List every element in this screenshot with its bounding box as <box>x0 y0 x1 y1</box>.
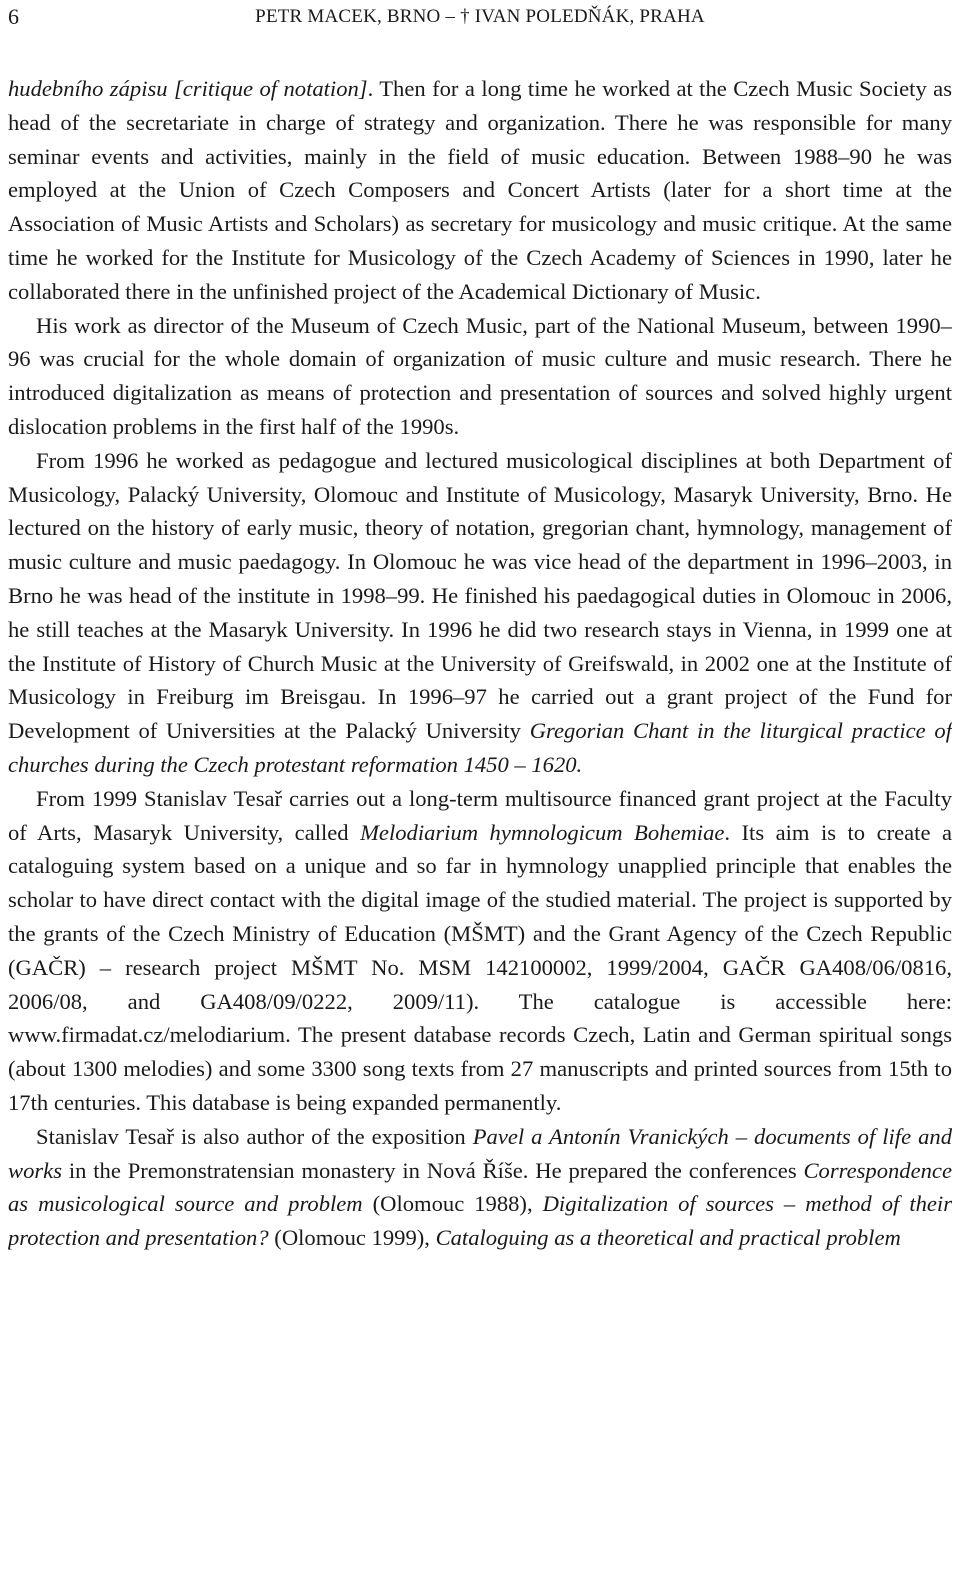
text-run: (Olomouc 1988), <box>362 1191 543 1217</box>
text-run: . Its aim is to create a cataloguing system based on a unique and so far in hymnology unapplied principle that enables the scholar to have direct contact with the digital image of the studied material. The project is supported by the grants of the Czech Ministry of Education (MŠMT) and the Grant Agency of the Czech Republic (GAČR) – research project MŠMT No. MSM 142100002, 1999/2004, GAČR GA408/06/0816, 2006/08, and GA408/09/0222, 2009/11). The catalogue is accessible here: www.firmadat.cz/melodiarium. The present database records Czech, Latin and German spiritual songs (about 1300 melodies) and some 3300 song texts from 27 manuscripts and printed sources from 15th to 17th centuries. This database is being expanded permanently. <box>8 819 952 1115</box>
running-header <box>8 2 952 36</box>
italic-text-run: Gregorian Chant in the liturgical practice of churches during the Czech protestant reformation 1450 – 1620. <box>8 718 952 777</box>
text-run: From 1996 he worked as pedagogue and lectured musicological disciplines at both Department of Musicology, Palacký University, Olomouc and Institute of Musicology, Masaryk University, Brno. He lectured on the history of early music, theory of notation, gregorian chant, hymnology, management of music culture and music paedagogy. In Olomouc he was vice head of the department in 1996–2003, in Brno he was head of the institute in 1998–99. He finished his paedagogical duties in Olomouc in 2006, he still teaches at the Masaryk University. In 1996 he did two research stays in Vienna, in 1999 one at the Institute of History of Church Music at the University of Greifswald, in 2002 one at the Institute of Musicology in Freiburg im Breisgau. In 1996–97 he carried out a grant project of the Fund for Development of Universities at the Palacký University <box>8 447 952 744</box>
paragraph <box>8 782 952 1120</box>
text-run: . Then for a long time he worked at the Czech Music Society as head of the secretariate in charge of strategy and organization. There he was responsible for many seminar events and activities, mainly in the field of music education. Between 1988–90 he was employed at the Union of Czech Composers and Concert Artists (later for a short time at the Association of Music Artists and Scholars) as secretary for musicology and music critique. At the same time he worked for the Institute for Musicology of the Czech Academy of Sciences in 1990, later he collaborated there in the unfinished project of the Academical Dictionary of Music. <box>8 76 952 304</box>
italic-text-run: Digitalization of sources – method of their protection and presentation? <box>8 1191 952 1251</box>
text-run: Stanislav Tesař is also author of the exposition <box>36 1123 473 1149</box>
italic-text-run: Correspondence as musicological source and problem <box>8 1157 952 1217</box>
paragraph <box>8 309 952 444</box>
text-run: (Olomouc 1999), <box>268 1225 436 1251</box>
page-number: 6 <box>8 4 19 29</box>
paragraph <box>8 444 952 782</box>
text-run: His work as director of the Museum of Czech Music, part of the National Museum, between 1990–96 was crucial for the whole domain of organization of music culture and music research. There he introduced digitalization as means of protection and presentation of sources and solved highly urgent dislocation problems in the first half of the 1990s. <box>8 312 952 439</box>
text-run: in the Premonstratensian monastery in Nová Říše. He prepared the conferences <box>61 1157 804 1183</box>
body-text <box>8 72 952 1255</box>
text-run: From 1999 Stanislav Tesař carries out a long-term multisource financed grant project at the Faculty of Arts, Masaryk University, called <box>8 785 952 845</box>
italic-text-run: hudebního zápisu [critique of notation] <box>8 76 368 101</box>
paragraph <box>8 1120 952 1255</box>
italic-text-run: Cataloguing as a theoretical and practical problem <box>435 1225 901 1251</box>
paragraph <box>8 72 952 309</box>
italic-text-run: Pavel a Antonín Vranických – documents of life and works <box>8 1123 952 1183</box>
running-title: PETR MACEK, BRNO – † IVAN POLEDŇÁK, PRAHA <box>255 6 705 27</box>
document-page <box>8 0 952 1571</box>
italic-text-run: Melodiarium hymnologicum Bohemiae <box>360 819 725 845</box>
